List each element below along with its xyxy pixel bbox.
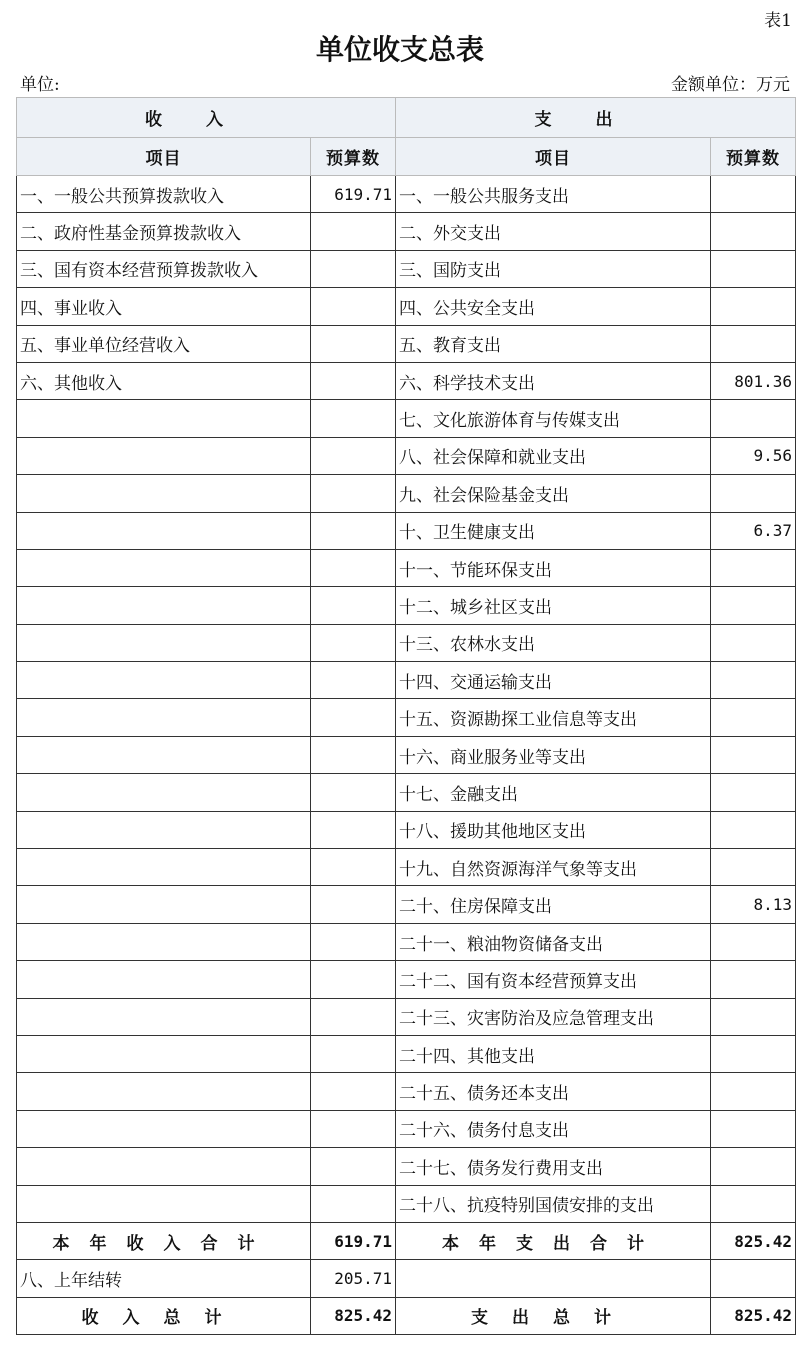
expense-item-name: 二十一、粮油物资储备支出 <box>396 923 711 960</box>
grand-total-row <box>17 1297 796 1334</box>
money-unit: 金额单位：万元 <box>671 75 790 95</box>
income-header: 收入 <box>17 98 396 138</box>
expense-item-value <box>711 1185 796 1222</box>
expense-item-value: 8.13 <box>711 886 796 923</box>
income-item-name <box>17 736 311 773</box>
table-row <box>17 886 796 923</box>
expense-item-value <box>711 176 796 213</box>
expense-item-value <box>711 213 796 250</box>
expense-item-name: 十三、农林水支出 <box>396 624 711 661</box>
expense-item-name: 十七、金融支出 <box>396 774 711 811</box>
income-item-value <box>311 250 396 287</box>
income-item-value <box>311 437 396 474</box>
table-row <box>17 325 796 362</box>
expense-item-value: 9.56 <box>711 437 796 474</box>
table-row <box>17 699 796 736</box>
expense-item-name: 十二、城乡社区支出 <box>396 587 711 624</box>
expense-item-value <box>711 288 796 325</box>
table-row <box>17 1148 796 1185</box>
expense-item-value <box>711 475 796 512</box>
expense-item-name: 二十八、抗疫特别国债安排的支出 <box>396 1185 711 1222</box>
income-item-name <box>17 886 311 923</box>
expense-item-value <box>711 736 796 773</box>
income-item-name <box>17 437 311 474</box>
expense-item-value <box>711 1073 796 1110</box>
income-item-value <box>311 512 396 549</box>
income-item-value <box>311 774 396 811</box>
table-row <box>17 624 796 661</box>
expense-item-name: 二十六、债务付息支出 <box>396 1110 711 1147</box>
income-item-value <box>311 624 396 661</box>
table-row <box>17 923 796 960</box>
table-row <box>17 437 796 474</box>
expense-item-name: 十四、交通运输支出 <box>396 662 711 699</box>
table-row <box>17 811 796 848</box>
expense-item-name: 九、社会保险基金支出 <box>396 475 711 512</box>
expense-item-value: 6.37 <box>711 512 796 549</box>
table-row <box>17 362 796 399</box>
income-item-name <box>17 998 311 1035</box>
table-row <box>17 288 796 325</box>
table-row <box>17 1035 796 1072</box>
carryover-row <box>17 1260 796 1297</box>
expense-item-name: 二十四、其他支出 <box>396 1035 711 1072</box>
expense-item-name: 二十二、国有资本经营预算支出 <box>396 961 711 998</box>
expense-item-value <box>711 811 796 848</box>
expense-item-name: 十一、节能环保支出 <box>396 549 711 586</box>
table-row <box>17 961 796 998</box>
income-item-name <box>17 662 311 699</box>
carryover-value: 205.71 <box>311 1260 396 1297</box>
income-item-name <box>17 475 311 512</box>
table-row <box>17 176 796 213</box>
income-item-value <box>311 475 396 512</box>
expense-item-value <box>711 923 796 960</box>
expense-item-name: 十、卫生健康支出 <box>396 512 711 549</box>
expense-item-value <box>711 325 796 362</box>
expense-item-name: 二十五、债务还本支出 <box>396 1073 711 1110</box>
income-item-value <box>311 662 396 699</box>
income-item-name <box>17 1148 311 1185</box>
income-item-name <box>17 400 311 437</box>
expense-item-value <box>711 662 796 699</box>
expense-item-value <box>711 699 796 736</box>
expense-item-name: 十五、资源勘探工业信息等支出 <box>396 699 711 736</box>
income-item-value <box>311 362 396 399</box>
expense-item-value <box>711 587 796 624</box>
income-item-value: 619.71 <box>311 176 396 213</box>
income-item-name <box>17 1073 311 1110</box>
income-item-value <box>311 400 396 437</box>
header-row-columns <box>17 138 796 176</box>
income-item-name <box>17 512 311 549</box>
income-item-value <box>311 1148 396 1185</box>
expense-header: 支出 <box>396 98 796 138</box>
income-total-value: 825.42 <box>311 1297 396 1334</box>
expense-item-name: 十六、商业服务业等支出 <box>396 736 711 773</box>
expense-item-value <box>711 400 796 437</box>
table-row <box>17 549 796 586</box>
expense-item-value <box>711 849 796 886</box>
income-item-value <box>311 213 396 250</box>
income-item-name <box>17 849 311 886</box>
expense-item-name: 三、国防支出 <box>396 250 711 287</box>
income-item-name <box>17 699 311 736</box>
expense-item-name: 二十七、债务发行费用支出 <box>396 1148 711 1185</box>
table-row <box>17 736 796 773</box>
income-item-value <box>311 1185 396 1222</box>
unit-label: 单位: <box>20 75 60 95</box>
income-item-name: 六、其他收入 <box>17 362 311 399</box>
income-item-name <box>17 1035 311 1072</box>
income-item-name <box>17 961 311 998</box>
expense-item-name: 十八、援助其他地区支出 <box>396 811 711 848</box>
income-item-value <box>311 849 396 886</box>
table-row <box>17 400 796 437</box>
expense-item-value <box>711 774 796 811</box>
expense-item-value <box>711 998 796 1035</box>
income-item-value <box>311 1035 396 1072</box>
expense-item-value <box>711 961 796 998</box>
income-item-name <box>17 923 311 960</box>
income-item-name <box>17 587 311 624</box>
income-budget-header: 预算数 <box>311 138 396 176</box>
income-item-value <box>311 961 396 998</box>
expense-item-name: 八、社会保障和就业支出 <box>396 437 711 474</box>
budget-table <box>16 97 796 1335</box>
income-item-name <box>17 624 311 661</box>
income-item-name: 四、事业收入 <box>17 288 311 325</box>
expense-item-name: 二、外交支出 <box>396 213 711 250</box>
table-number: 表1 <box>764 11 792 31</box>
table-row <box>17 1073 796 1110</box>
table-row <box>17 475 796 512</box>
table-row <box>17 512 796 549</box>
expense-item-name: 六、科学技术支出 <box>396 362 711 399</box>
year-income-label: 本年收入合计 <box>17 1222 311 1259</box>
expense-item-header: 项目 <box>396 138 711 176</box>
income-item-value <box>311 288 396 325</box>
income-item-name: 二、政府性基金预算拨款收入 <box>17 213 311 250</box>
table-row <box>17 849 796 886</box>
table-row <box>17 774 796 811</box>
income-item-name <box>17 811 311 848</box>
income-item-value <box>311 998 396 1035</box>
table-row <box>17 587 796 624</box>
expense-item-value <box>711 1148 796 1185</box>
expense-item-name: 十九、自然资源海洋气象等支出 <box>396 849 711 886</box>
expense-item-name: 四、公共安全支出 <box>396 288 711 325</box>
income-item-name: 三、国有资本经营预算拨款收入 <box>17 250 311 287</box>
income-item-name <box>17 774 311 811</box>
year-income-value: 619.71 <box>311 1222 396 1259</box>
table-row <box>17 1185 796 1222</box>
income-item-name <box>17 1110 311 1147</box>
income-item-name: 一、一般公共预算拨款收入 <box>17 176 311 213</box>
income-item-value <box>311 699 396 736</box>
year-total-row <box>17 1222 796 1259</box>
income-total-label: 收入总计 <box>17 1297 311 1334</box>
table-row <box>17 250 796 287</box>
expense-item-name: 二十、住房保障支出 <box>396 886 711 923</box>
income-item-value <box>311 1073 396 1110</box>
income-item-value <box>311 736 396 773</box>
expense-item-name: 七、文化旅游体育与传媒支出 <box>396 400 711 437</box>
table-row <box>17 998 796 1035</box>
table-row <box>17 213 796 250</box>
year-expense-value: 825.42 <box>711 1222 796 1259</box>
page-title: 单位收支总表 <box>315 33 484 66</box>
income-item-name <box>17 1185 311 1222</box>
expense-item-value <box>711 549 796 586</box>
income-item-value <box>311 811 396 848</box>
expense-item-name: 一、一般公共服务支出 <box>396 176 711 213</box>
income-item-value <box>311 325 396 362</box>
income-item-value <box>311 549 396 586</box>
expense-item-value: 801.36 <box>711 362 796 399</box>
table-row <box>17 1110 796 1147</box>
expense-item-name: 五、教育支出 <box>396 325 711 362</box>
table-row <box>17 662 796 699</box>
expense-item-value <box>711 1035 796 1072</box>
expense-budget-header: 预算数 <box>711 138 796 176</box>
expense-item-value <box>711 624 796 661</box>
expense-item-name: 二十三、灾害防治及应急管理支出 <box>396 998 711 1035</box>
income-item-header: 项目 <box>17 138 311 176</box>
carryover-label: 八、上年结转 <box>17 1260 311 1297</box>
income-item-name <box>17 549 311 586</box>
expense-item-value <box>711 250 796 287</box>
expense-total-value: 825.42 <box>711 1297 796 1334</box>
income-item-value <box>311 1110 396 1147</box>
expense-total-label: 支出总计 <box>396 1297 711 1334</box>
income-item-name: 五、事业单位经营收入 <box>17 325 311 362</box>
income-item-value <box>311 587 396 624</box>
expense-item-value <box>711 1110 796 1147</box>
income-item-value <box>311 923 396 960</box>
income-item-value <box>311 886 396 923</box>
year-expense-label: 本年支出合计 <box>396 1222 711 1259</box>
header-row-sections <box>17 98 796 138</box>
